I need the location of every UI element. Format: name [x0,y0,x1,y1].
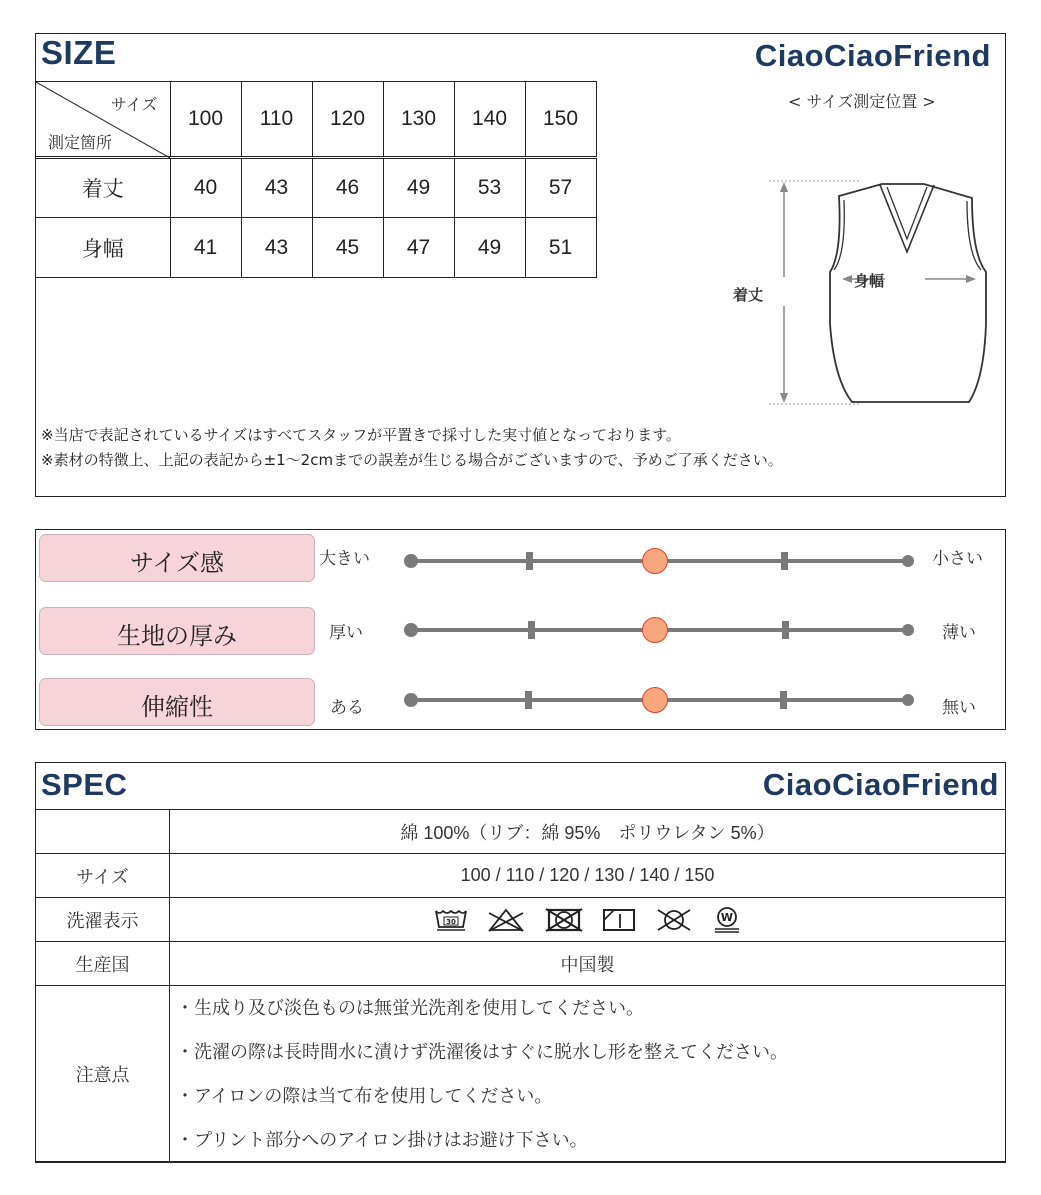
laundry-icons [170,898,1006,942]
stretch-scale [404,685,914,715]
size-table [36,81,597,278]
size-col-header: 100 [170,82,241,158]
table-cell: 43 [241,218,312,278]
table-cell: 41 [170,218,241,278]
wash-30-icon [434,908,468,932]
scale-right-label: 小さい [932,549,983,569]
size-col-header: 110 [241,82,312,158]
table-cell: 51 [525,218,596,278]
size-col-header: 130 [383,82,454,158]
table-cell: 45 [312,218,383,278]
scale-tick [528,621,535,639]
scale-tick [782,621,789,639]
scale-left-label: 厚い [329,623,363,643]
spec-value: 中国製 [170,942,1006,986]
scale-left-label: ある [330,698,364,718]
scale-end-dot [902,694,914,706]
scale-marker [642,548,668,574]
spec-table [35,809,1006,1163]
scale-right-label: 無い [942,698,976,718]
spec-key: 注意点 [36,986,170,1163]
caution-item: ・生成り及び淡色ものは無蛍光洗剤を使用してください。 [176,998,644,1018]
size-col-header: 150 [525,82,596,158]
no-bleach-icon [486,908,526,932]
spec-key: サイズ [36,854,170,898]
table-cell: 57 [525,158,596,218]
table-cell: 47 [383,218,454,278]
feel-label-stretch: 伸縮性 [39,678,315,726]
spec-row-cautions [36,986,1006,1163]
spec-key: 生産国 [36,942,170,986]
thickness-scale [404,615,914,645]
corner-cell [36,82,170,158]
row-label: 身幅 [36,218,170,278]
scale-end-dot [404,554,418,568]
no-tumble-dry-icon [544,908,584,932]
table-row [36,218,596,278]
spec-row-laundry [36,898,1006,942]
table-cell: 40 [170,158,241,218]
corner-measure-label: 測定箇所 [48,135,113,152]
diagram-width-label: 身幅 [854,272,885,290]
scale-end-dot [902,624,914,636]
row-label: 着丈 [36,158,170,218]
measure-caption: < サイズ測定位置 > [788,92,936,111]
spec-key: 洗濯表示 [36,898,170,942]
spec-row-material [36,810,1006,854]
size-header-row [36,82,596,158]
scale-tick [781,552,788,570]
spec-row-origin [36,942,1006,986]
svg-text:W: W [720,910,733,924]
table-cell: 49 [454,218,525,278]
scale-end-dot [404,623,418,637]
diagram-length-label: 着丈 [733,286,764,304]
size-feel-scale [404,546,914,576]
table-cell: 49 [383,158,454,218]
spec-row-size [36,854,1006,898]
scale-tick [780,691,787,709]
spec-value: 100 / 110 / 120 / 130 / 140 / 150 [170,854,1006,898]
size-col-header: 140 [454,82,525,158]
cautions-list [170,986,1006,1163]
spec-key [36,810,170,854]
size-col-header: 120 [312,82,383,158]
spec-title: SPEC [41,767,128,802]
size-panel [35,33,1006,497]
spec-value: 綿 100%（リブ：綿 95% ポリウレタン 5%） [170,810,1006,854]
svg-text:30: 30 [445,917,456,926]
shade-dry-icon [602,908,636,932]
brand-logo: CiaoCiaoFriend [762,767,999,802]
size-note: ※当店で表記されているサイズはすべてスタッフが平置きで採寸した実寸値となっております。 [41,426,681,444]
fit-feel-panel [35,529,1006,730]
size-note: ※素材の特徴上、上記の表記から±1～2cmまでの誤差が生じる場合がございますので、予めご了承ください。 [41,451,783,469]
wet-clean-icon [712,907,742,933]
spec-panel [35,762,1006,1162]
scale-end-dot [404,693,418,707]
feel-label-size: サイズ感 [39,534,315,582]
caution-item: ・アイロンの際は当て布を使用してください。 [176,1086,553,1106]
caution-item: ・プリント部分へのアイロン掛けはお避け下さい。 [176,1130,588,1150]
scale-end-dot [902,555,914,567]
scale-marker [642,617,668,643]
table-cell: 46 [312,158,383,218]
no-dry-clean-icon [654,908,694,932]
scale-right-label: 薄い [942,623,976,643]
scale-tick [525,691,532,709]
corner-size-label: サイズ [110,97,158,114]
vest-diagram-icon [764,174,994,414]
table-cell: 43 [241,158,312,218]
table-row [36,158,596,218]
brand-logo: CiaoCiaoFriend [754,38,991,73]
scale-tick [526,552,533,570]
scale-marker [642,687,668,713]
table-cell: 53 [454,158,525,218]
size-title: SIZE [41,34,117,71]
caution-item: ・洗濯の際は長時間水に漬けず洗濯後はすぐに脱水し形を整えてください。 [176,1042,788,1062]
scale-left-label: 大きい [319,549,370,569]
feel-label-thickness: 生地の厚み [39,607,315,655]
